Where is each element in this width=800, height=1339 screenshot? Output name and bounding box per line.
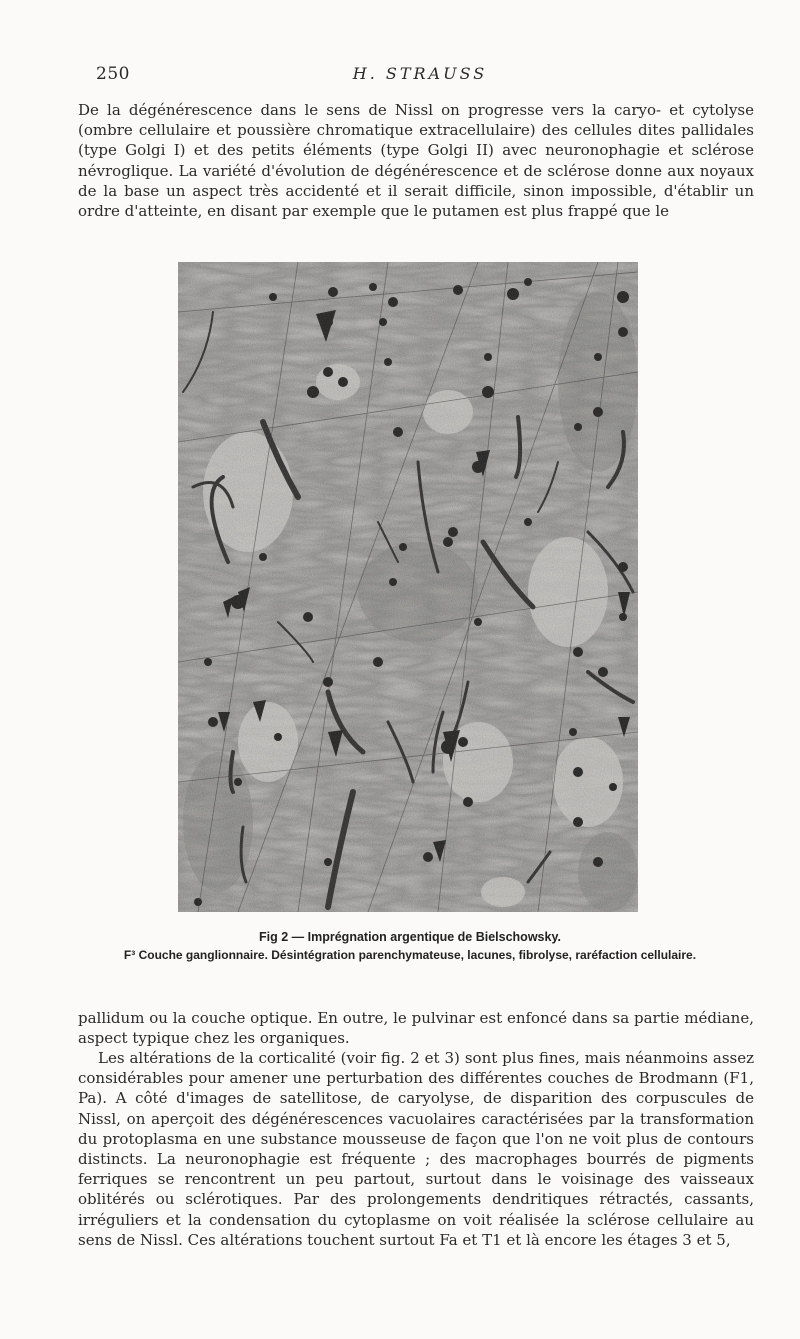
- figure-caption-description: F³ Couche ganglionnaire. Désintégration parenchymateuse, lacunes, fibrolyse, raréfaction cellulaire.: [123, 948, 697, 962]
- page-number: 250: [96, 64, 130, 84]
- micrograph-image: [178, 262, 638, 912]
- running-head: [0, 64, 800, 88]
- micrograph-figure: [178, 262, 638, 912]
- figure-caption-title: Fig 2 — Imprégnation argentique de Bielschowsky.: [259, 930, 561, 944]
- paragraph-cortex: Les altérations de la corticalité (voir fig. 2 et 3) sont plus fines, mais néanmoins assez considérables pour amener une perturbation des différentes couches de Brodmann (F1, Pa). A côté d'images de satellitose, de caryolyse, de disparition des corpuscules de Nissl, on aperçoit des dégénérescences vacuolaires caractérisées par la transformation du protoplasma en une substance mousseuse de façon que l'on ne voit plus de contours distincts. La neuronophagie est fréquente ; des macrophages bourrés de pigments ferriques se rencontrent un peu partout, surtout dans le voisinage des vaisseaux oblitérés ou sclérotiques. Par des prolongements dendritiques rétractés, cassants, irréguliers et la condensation du cytoplasme on voit réalisée la sclérose cellulaire au sens de Nissl. Ces altérations touchent surtout Fa et T1 et là encore les étages 3 et 5,: [78, 1049, 754, 1249]
- running-title: H. STRAUSS: [352, 64, 488, 83]
- paragraph-continued: pallidum ou la couche optique. En outre, le pulvinar est enfoncé dans sa partie médiane, aspect typique chez les organiques.: [78, 1009, 754, 1048]
- paragraph-top: De la dégénérescence dans le sens de Nissl on progresse vers la caryo- et cytolyse (ombre cellulaire et poussière chromatique extracellulaire) des cellules dites pallidales (type Golgi I) et des petits éléments (type Golgi II) avec neuronophagie et sclérose névroglique. La variété d'évolution de dégénérescence et de sclérose donne aux noyaux de la base un aspect très accidenté et il serait difficile, sinon impossible, d'établir un ordre d'atteinte, en disant par exemple que le putamen est plus frappé que le: [78, 101, 754, 221]
